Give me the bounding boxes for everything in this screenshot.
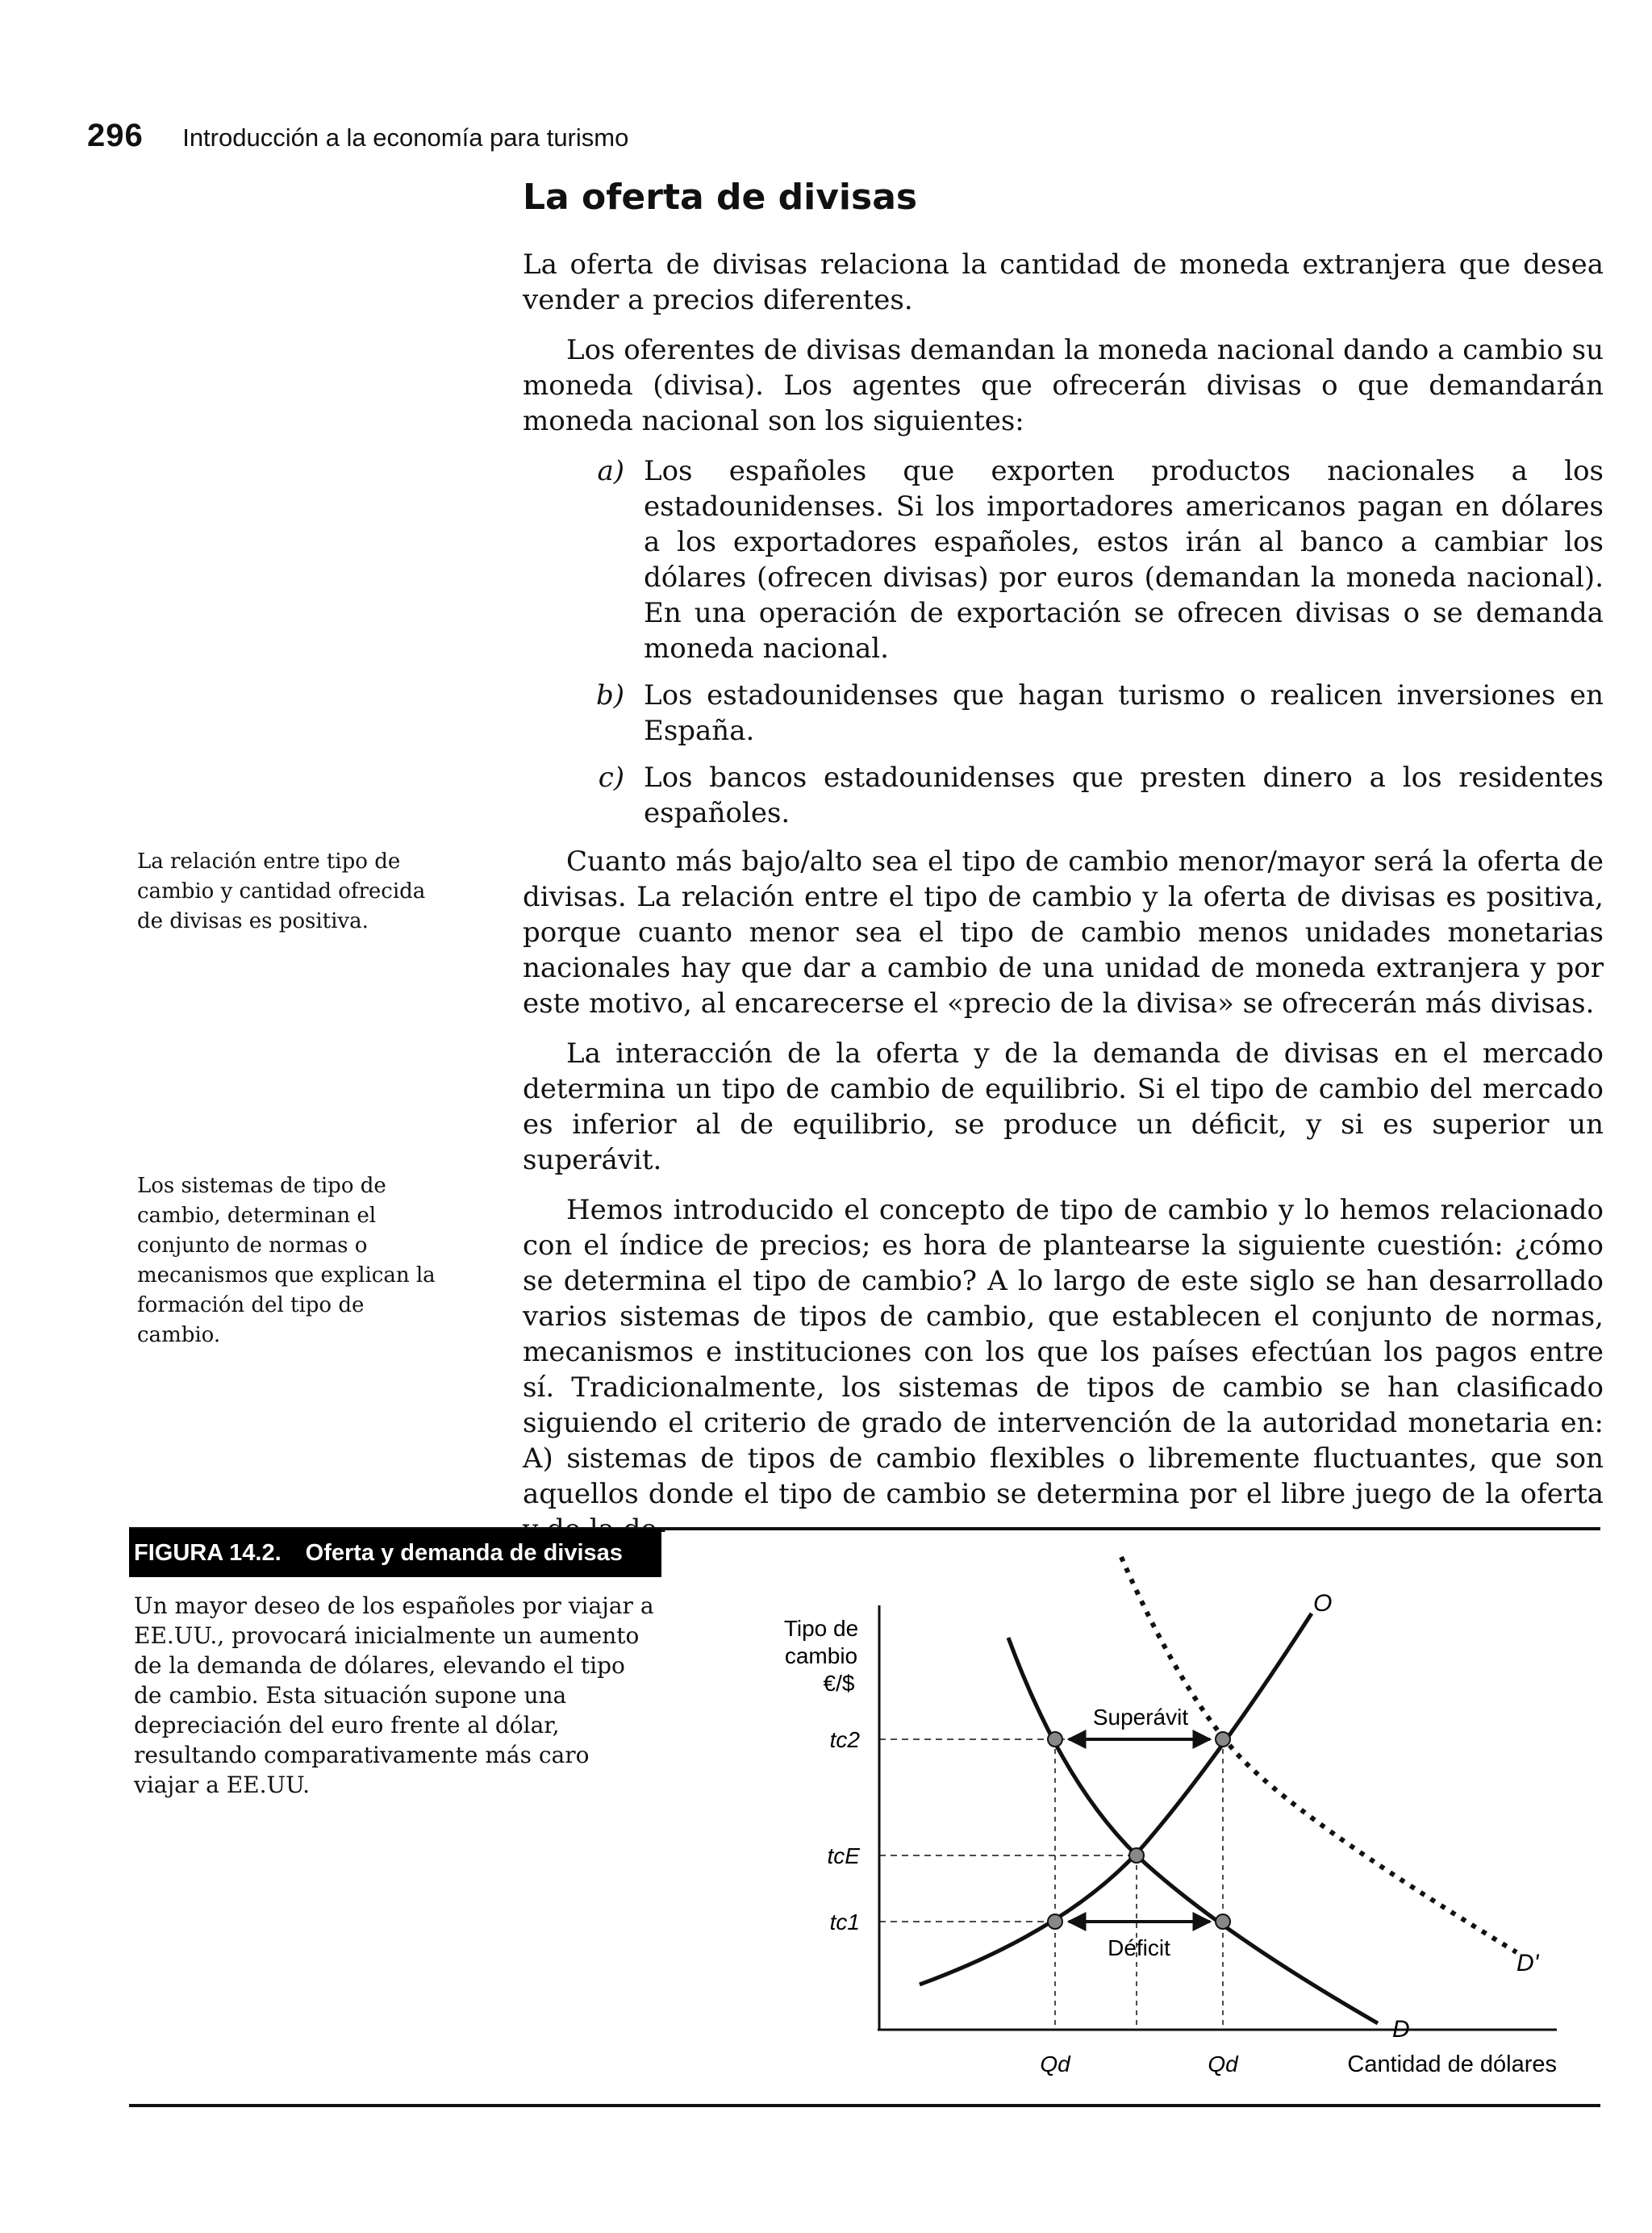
y-axis-label-line1: Tipo de	[783, 1616, 859, 1641]
supply-curve-O	[920, 1613, 1312, 1985]
margin-note-supply: La relación entre tipo de cambio y cantidad ofrecida de divisas es positiva.	[137, 849, 426, 933]
figure-number: FIGURA 14.2.	[134, 1540, 282, 1566]
list-text: Los españoles que exporten productos nacionales a los estadounidenses. Si los importadores americanos pagan en dólares a los exportadores españoles, estos irán al banco a cambiar los dólares (ofrecen divisas) por euros (demandan la moneda nacional). En una operación de exportación se ofrecen divisas o se demanda moneda nacional.	[644, 455, 1604, 665]
list-item	[523, 760, 1604, 831]
figure-label	[129, 1529, 661, 1577]
figure-title: Oferta y demanda de divisas	[305, 1540, 623, 1566]
paragraph-4: La interacción de la oferta y de la demanda de divisas en el mercado determina un tipo de cambio de equilibrio. Si el tipo de cambio del mercado es inferior al de equilibrio, se produce un déficit, y si es superior un superávit.	[523, 1037, 1604, 1176]
supply-demand-chart	[726, 1533, 1605, 2097]
book-title: Introducción a la economía para turismo	[182, 123, 629, 152]
list-item	[523, 453, 1604, 666]
point-o-tc1	[1048, 1914, 1062, 1929]
curve-label-O: O	[1313, 1590, 1333, 1617]
point-o-tc2	[1216, 1732, 1230, 1747]
figure-bottom-rule	[129, 2104, 1600, 2107]
paragraph-1: La oferta de divisas relaciona la cantidad de moneda extranjera que desea vender a precios diferentes.	[523, 248, 1604, 316]
y-axis-label-line3: €/$	[823, 1671, 855, 1696]
point-d-tc1	[1216, 1914, 1230, 1929]
list-marker: a)	[597, 455, 624, 487]
list-item	[523, 678, 1604, 749]
section-title: La oferta de divisas	[523, 177, 918, 218]
list-text: Los estadounidenses que hagan turismo o realicen inversiones en España.	[644, 679, 1604, 747]
page-number: 296	[87, 118, 144, 153]
demand-curve-D	[1008, 1638, 1378, 2023]
x-axis-label: Cantidad de dólares	[1347, 2051, 1557, 2077]
agents-list	[523, 453, 1604, 831]
paragraph-3: Cuanto más bajo/alto sea el tipo de cambio menor/mayor será la oferta de divisas. La relación entre el tipo de cambio y la oferta de divisas es positiva, porque cuanto menor sea el tipo de cambio menos unidades monetarias nacionales hay que dar a cambio de una unidad de moneda extranjera y por este motivo, al encarecerse el «precio de la divisa» se ofrecerán más divisas.	[523, 845, 1604, 1020]
figure-caption: Un mayor deseo de los españoles por viajar a EE.UU., provocará inicialmente un aumento de la demanda de dólares, elevando el tipo de cambio. Esta situación supone una depreciación del euro frente al dólar, resultando comparativamente más caro viajar a EE.UU.	[134, 1592, 654, 1798]
surplus-label: Superávit	[1092, 1705, 1189, 1730]
main-text-column	[523, 176, 1604, 1562]
paragraph-5: Hemos introducido el concepto de tipo de cambio y lo hemos relacionado con el índice de precios; es hora de plantearse la siguiente cuestión: ¿cómo se determina el tipo de cambio? A lo largo de este siglo se han desarrollado varios sistemas de tipos de cambio, que establecen el conjunto de normas, mecanismos e instituciones con los que los países efectúan los pagos entre sí. Tradicionalmente, los sistemas de tipos de cambio se han clasificado siguiendo el criterio de grado de intervención de la autoridad monetaria en: A) sistemas de tipos de cambio flexibles o libremente fluctuantes, que son aquellos donde el tipo de cambio se determina por el libre juego de la oferta	[523, 1194, 1604, 1510]
x-tick-qd2: Qd	[1208, 2051, 1238, 2076]
list-text: Los bancos estadounidenses que presten dinero a los residentes españoles.	[644, 762, 1604, 829]
y-tick-tc1: tc1	[829, 1910, 860, 1935]
x-tick-qd1: Qd	[1040, 2051, 1070, 2076]
y-axis-label-line2: cambio	[784, 1643, 858, 1668]
point-equilibrium	[1129, 1848, 1144, 1863]
y-tick-tc2: tc2	[829, 1727, 860, 1752]
list-marker: c)	[598, 762, 624, 794]
list-marker: b)	[595, 679, 624, 712]
curve-label-D: D	[1392, 2016, 1410, 2043]
y-tick-tcE: tcE	[827, 1843, 860, 1868]
curve-label-D-prime: D'	[1516, 1950, 1539, 1976]
point-d-tc2	[1048, 1732, 1062, 1747]
deficit-label: Déficit	[1108, 1935, 1170, 1960]
margin-note-systems: Los sistemas de tipo de cambio, determinan el conjunto de normas o mecanismos que explican la formación del tipo de cambio.	[137, 1174, 436, 1347]
running-head	[87, 118, 628, 154]
paragraph-2: Los oferentes de divisas demandan la moneda nacional dando a cambio su moneda (divisa). Los agentes que ofrecerán divisas o que demandarán moneda nacional son los siguientes:	[523, 334, 1604, 437]
